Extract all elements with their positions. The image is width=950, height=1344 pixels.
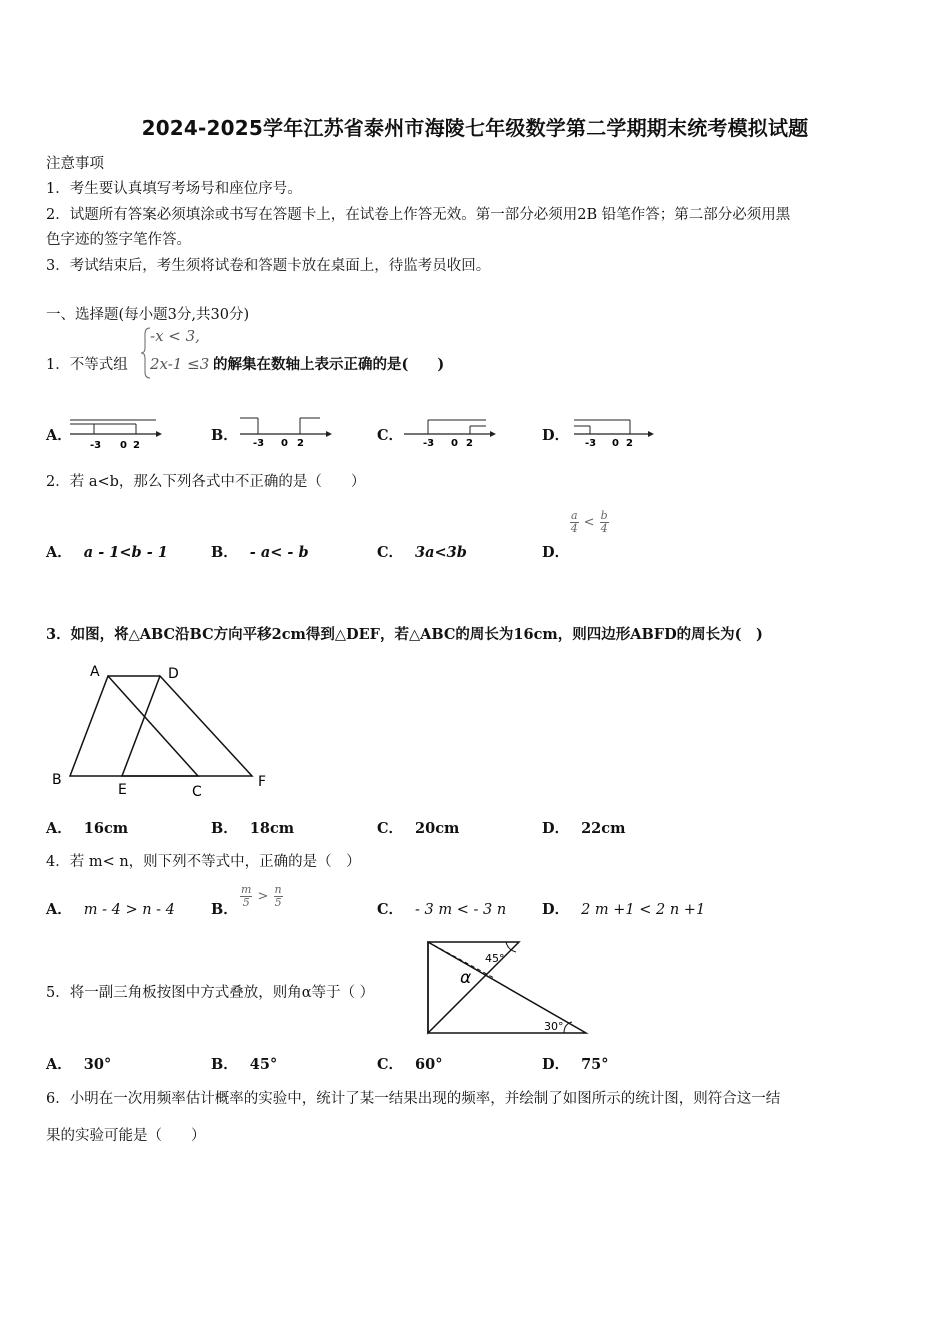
q4-option-b-label[interactable]: B． (211, 901, 238, 918)
q2-option-b-text: - a< - b (249, 544, 309, 561)
q6-stem-line-2: 果的实验可能是（ ） (46, 1128, 206, 1144)
q1-c-tick-0: 0 (451, 438, 458, 449)
q5-angle-30-label: 30° (544, 1020, 564, 1033)
q2-option-c-label: C． (377, 544, 404, 561)
q3-label-c: C (192, 784, 202, 800)
q5-option-c-label: C． (377, 1056, 404, 1073)
q4-option-c[interactable] (377, 898, 506, 919)
q4-option-a-text: m - 4 > n - 4 (83, 902, 175, 918)
q3-option-c-label: C． (377, 820, 404, 837)
q1-option-c-label[interactable]: C． (377, 427, 404, 444)
q1-d-tick-minus3: -3 (585, 438, 597, 449)
q3-option-d[interactable] (542, 817, 625, 838)
q1-option-d-label[interactable]: D． (542, 427, 570, 444)
q3-option-d-label: D． (542, 820, 570, 837)
q5-option-a-label: A． (46, 1056, 72, 1073)
q1-suffix: 的解集在数轴上表示正确的是( ) (213, 356, 445, 373)
notice-item-1: 1．考生要认真填写考场号和座位序号。 (46, 181, 302, 197)
q2-option-a-label: A． (46, 544, 72, 561)
q5-option-d-text: 75° (581, 1056, 609, 1073)
q1-b-tick-minus3: -3 (253, 438, 265, 449)
q4-option-a-label: A． (46, 901, 72, 918)
q5-option-b-text: 45° (249, 1056, 278, 1073)
q1-option-c-numberline (400, 414, 500, 454)
q2-option-c-text: 3a<3b (415, 544, 467, 561)
q1-a-tick-2: 2 (133, 440, 140, 451)
q1-b-tick-0: 0 (281, 438, 288, 449)
q5-option-c[interactable] (377, 1053, 442, 1074)
q4-option-d[interactable] (542, 898, 705, 919)
q2-option-d-label[interactable]: D． (542, 544, 570, 561)
q2-option-b[interactable] (211, 541, 309, 562)
q2-option-d-expression (570, 510, 609, 535)
q3-label-b: B (52, 772, 62, 788)
q6-stem-line-1: 6．小明在一次用频率估计概率的实验中，统计了某一结果出现的频率，并绘制了如图所示的统计图，则符合这一结 (46, 1091, 781, 1107)
q4-option-b-expression (240, 884, 283, 909)
q3-label-f: F (258, 774, 267, 790)
q1-option-d-numberline (570, 414, 670, 454)
q1-a-tick-0: 0 (120, 440, 127, 451)
notice-heading: 注意事项 (46, 156, 104, 172)
q5-stem: 5．将一副三角板按图中方式叠放，则角α等于（ ） (46, 985, 375, 1001)
q3-label-e: E (118, 782, 127, 798)
q4-b-frac-n: $\frac{n}{5}$ (274, 883, 282, 909)
q4-option-a[interactable] (46, 898, 175, 919)
q3-option-d-text: 22cm (581, 820, 626, 837)
q5-option-b-label: B． (211, 1056, 238, 1073)
q1-c-tick-minus3: -3 (423, 438, 435, 449)
q3-option-a-text: 16cm (83, 820, 129, 837)
q2-d-frac-a: $\frac{a}{4}$ (570, 509, 578, 535)
q2-d-relation: < (583, 515, 595, 530)
q1-b-tick-2: 2 (297, 438, 304, 449)
q3-label-a: A (90, 664, 100, 680)
page-title: 2024-2025学年江苏省泰州市海陵七年级数学第二学期期末统考模拟试题 (141, 116, 809, 140)
q4-option-d-label: D． (542, 901, 570, 918)
q5-triangle-figure (424, 938, 590, 1038)
q4-option-c-text: - 3 m < - 3 n (415, 902, 507, 918)
q1-a-tick-minus3: -3 (90, 440, 102, 451)
q5-angle-45-label: 45° (485, 952, 505, 965)
notice-item-2-cont: 色字迹的签字笔作答。 (46, 232, 191, 248)
q5-option-a[interactable] (46, 1053, 111, 1074)
q1-prefix: 1．不等式组 (46, 357, 128, 373)
q4-option-c-label: C． (377, 901, 404, 918)
notice-item-2: 2．试题所有答案必须填涂或书写在答题卡上，在试卷上作答无效。第一部分必须用2B 铅笔作答；第二部分必须用黑 (46, 207, 791, 223)
q1-inequality-2: 2x-1 ≤3 (150, 355, 210, 373)
q5-option-c-text: 60° (415, 1056, 443, 1073)
q2-option-b-label: B． (211, 544, 238, 561)
q1-inequality-1: -x < 3, (150, 327, 200, 345)
q2-d-frac-b: $\frac{b}{4}$ (600, 509, 608, 535)
q3-option-c-text: 20cm (415, 820, 460, 837)
q1-d-tick-0: 0 (612, 438, 619, 449)
q3-translation-figure (46, 660, 286, 802)
section-heading: 一、选择题(每小题3分,共30分) (46, 307, 250, 323)
q1-option-b-label[interactable]: B． (211, 427, 238, 444)
q2-option-a[interactable] (46, 541, 168, 562)
q2-option-a-text: a - 1<b - 1 (83, 544, 168, 561)
q5-option-b[interactable] (211, 1053, 277, 1074)
q2-stem: 2．若 a<b，那么下列各式中不正确的是（ ） (46, 474, 366, 490)
q1-option-a-label[interactable]: A． (46, 427, 72, 444)
q2-option-c[interactable] (377, 541, 467, 562)
q3-stem: 3．如图，将△ABC沿BC方向平移2cm得到△DEF，若△ABC的周长为16cm，则四边形ABFD的周长为( ) (46, 626, 763, 643)
q3-option-a[interactable] (46, 817, 128, 838)
q3-option-b[interactable] (211, 817, 294, 838)
q4-stem: 4．若 m< n，则下列不等式中，正确的是（ ） (46, 854, 361, 870)
q4-b-relation: > (257, 889, 269, 904)
q3-option-b-label: B． (211, 820, 238, 837)
notice-item-3: 3．考试结束后，考生须将试卷和答题卡放在桌面上，待监考员收回。 (46, 258, 491, 274)
q1-c-tick-2: 2 (466, 438, 473, 449)
q5-alpha-label: α (460, 968, 472, 988)
q1-d-tick-2: 2 (626, 438, 633, 449)
q4-option-d-text: 2 m +1 < 2 n +1 (581, 902, 706, 918)
q4-b-frac-m: $\frac{m}{5}$ (241, 883, 252, 909)
q3-option-b-text: 18cm (249, 820, 295, 837)
q1-option-b-numberline (236, 414, 336, 454)
q5-option-d-label: D． (542, 1056, 570, 1073)
q1-option-a-numberline (66, 414, 166, 454)
q5-option-d[interactable] (542, 1053, 609, 1074)
q3-option-c[interactable] (377, 817, 459, 838)
q3-label-d: D (168, 666, 179, 682)
q3-option-a-label: A． (46, 820, 72, 837)
q5-option-a-text: 30° (83, 1056, 112, 1073)
